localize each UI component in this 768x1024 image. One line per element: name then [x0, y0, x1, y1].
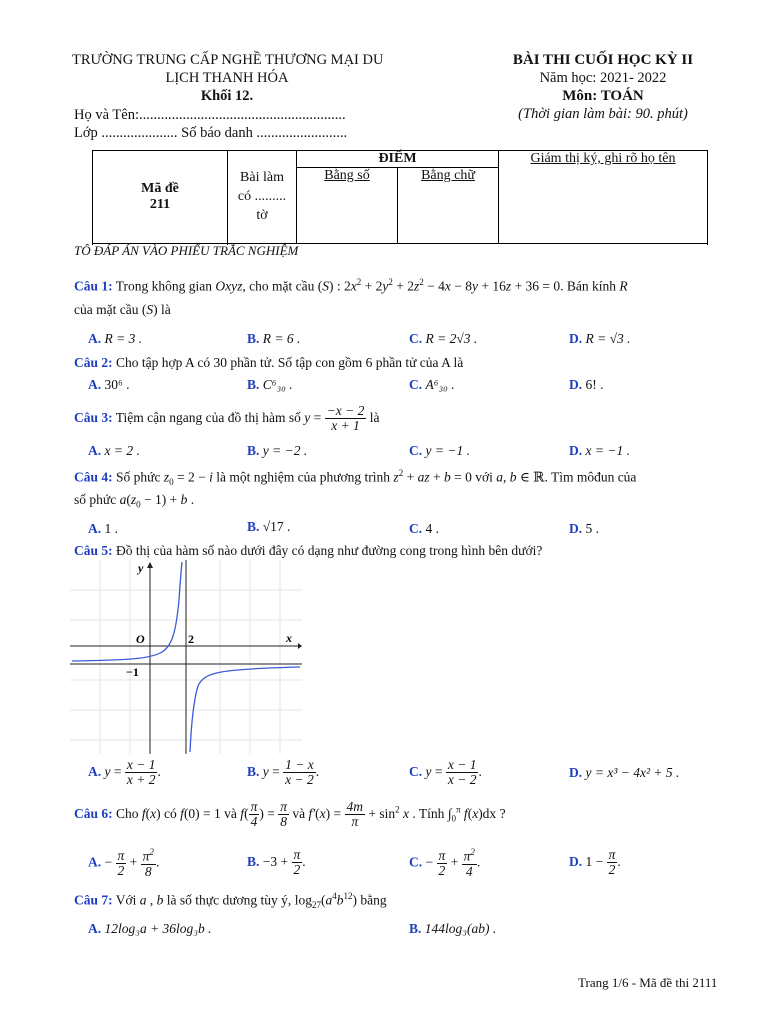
question-2-label: Câu 2: — [74, 355, 113, 370]
q7-option-a-text: 12log₃a + 36log₃b . — [104, 921, 212, 936]
student-name-line: Họ và Tên:......................................................... — [74, 107, 346, 123]
question-4-text-d: . Tìm môđun của — [544, 469, 637, 485]
school-year: Năm học: 2021- 2022 — [539, 70, 667, 86]
q4-option-a[interactable] — [88, 521, 118, 537]
question-3: Câu 3: Tiệm cận ngang của đồ thị hàm số y = $\frac{-x - 2}{x + 1}$ là — [74, 403, 380, 434]
question-4-text-b: là một nghiệm của phương trình — [216, 469, 391, 485]
graph-origin-label: O — [136, 632, 145, 646]
question-2-text: Cho tập hợp A có 30 phần tử. Số tập con gồm 6 phần tử của A là — [116, 355, 464, 370]
school-name-line1: TRƯỜNG TRUNG CẤP NGHỀ THƯƠNG MẠI DU — [72, 52, 384, 68]
class-line: Lớp ..................... Số báo danh ......................... — [74, 125, 348, 141]
q3-option-a[interactable] — [88, 443, 140, 459]
question-6-text-d: Tính — [418, 805, 445, 821]
question-6-text-a: Cho — [116, 805, 139, 821]
option-letter-a: A. — [88, 921, 102, 936]
question-4-text-e: số phức — [74, 492, 117, 507]
option-letter-a: A. — [88, 443, 102, 458]
pages-label-2: có ......... — [237, 188, 287, 204]
q4-option-b[interactable] — [247, 519, 290, 535]
q1-option-d-text: R = √3 . — [585, 331, 631, 346]
q4-option-d[interactable] — [569, 521, 599, 537]
q7-option-a[interactable] — [88, 921, 212, 937]
q4-option-a-text: 1 . — [104, 521, 118, 536]
question-4-label: Câu 4: — [74, 469, 113, 485]
question-7-text-b: là số thực dương tùy ý, — [166, 892, 292, 908]
q2-option-b[interactable] — [247, 377, 293, 393]
q1-option-a-text: R = 3 . — [104, 331, 143, 346]
q6-option-d[interactable]: D. 1 − $\frac{\pi}{2}$ . — [569, 847, 621, 878]
option-letter-c: C. — [409, 763, 423, 779]
q4-option-d-text: 5 . — [585, 521, 599, 536]
question-1-text-e: là — [160, 302, 171, 317]
question-6-text-b: có — [164, 805, 177, 821]
q3-option-d[interactable] — [569, 443, 630, 459]
q4-option-c[interactable] — [409, 521, 439, 537]
grade-label: Khối 12. — [200, 88, 254, 104]
exam-title: BÀI THI CUỐI HỌC KỲ II — [512, 52, 694, 68]
option-letter-c: C. — [409, 377, 423, 392]
option-letter-b: B. — [247, 377, 260, 392]
q6-option-b-text: −3 + — [262, 853, 289, 869]
option-letter-c: C. — [409, 331, 423, 346]
option-letter-c: C. — [409, 521, 423, 536]
question-6-text-c: và — [224, 805, 237, 821]
q6-option-a[interactable]: A. − $\frac{\pi}{2}$ + $\frac{\pi^2}{8}$ . — [88, 847, 160, 879]
q1-option-b-text: R = 6 . — [262, 331, 301, 346]
q2-option-d-text: 6! . — [585, 377, 604, 392]
option-letter-b: B. — [409, 921, 422, 936]
q3-option-d-text: x = −1 . — [585, 443, 630, 458]
question-7-text-a: Với — [115, 892, 137, 908]
option-letter-d: D. — [569, 853, 583, 869]
option-letter-b: B. — [247, 519, 260, 534]
question-6-text-c2: và — [292, 805, 306, 821]
question-7-label: Câu 7: — [74, 892, 113, 908]
question-5-label: Câu 5: — [74, 543, 113, 558]
q5-option-a[interactable]: A. y = $\frac{x - 1}{x + 2}$ . — [88, 757, 161, 788]
option-letter-c: C. — [409, 854, 423, 870]
q7-option-b-text: 144log₃(ab) . — [424, 921, 497, 936]
question-1: Câu 1: Trong không gian Oxyz, cho mặt cầu (S) : $2x^2 + 2y^2 + 2z^2 - 4x - 8y + 16z + 36 = 0$. Bán kính R — [74, 277, 628, 294]
score-by-words: Bằng chữ — [398, 168, 499, 244]
graph-y-label: y — [138, 561, 144, 575]
score-table — [92, 150, 708, 244]
q4-option-b-text: √17 . — [262, 519, 291, 534]
option-letter-a: A. — [88, 377, 102, 392]
question-3-label: Câu 3: — [74, 409, 113, 425]
option-letter-a: A. — [88, 331, 102, 346]
q6-option-b[interactable]: B. −3 + $\frac{\pi}{2}$ . — [247, 847, 306, 878]
q2-option-b-text: C⁶₃₀ . — [262, 377, 293, 392]
option-letter-a: A. — [88, 521, 102, 536]
q1-option-a[interactable] — [88, 331, 142, 347]
question-5 — [74, 543, 542, 559]
q3-option-a-text: x = 2 . — [104, 443, 140, 458]
option-letter-d: D. — [569, 377, 583, 392]
q3-option-b[interactable] — [247, 443, 307, 459]
question-4: Câu 4: Số phức $z_0 = 2 - i$ là một nghiệm của phương trình $z^2$ + az + b = 0 với a, b ∈ ℝ. Tìm môđun của — [74, 468, 637, 488]
option-letter-d: D. — [569, 765, 583, 780]
proctor-signature-label: Giám thị ký, ghi rõ họ tên — [499, 151, 708, 244]
score-by-number: Bằng số — [297, 168, 398, 244]
option-letter-b: B. — [247, 853, 260, 869]
option-letter-b: B. — [247, 763, 260, 779]
q2-option-a-text: 30⁶ . — [104, 377, 130, 392]
q5-option-c[interactable]: C. y = $\frac{x - 1}{x - 2}$ . — [409, 757, 482, 788]
q3-option-c-text: y = −1 . — [425, 443, 470, 458]
q5-option-d-text: y = x³ − 4x² + 5 . — [585, 765, 680, 780]
option-letter-d: D. — [569, 521, 583, 536]
exam-code-value: 211 — [149, 197, 171, 212]
question-4-text-c: với — [475, 469, 493, 485]
graph-x-mark: 2 — [188, 632, 194, 646]
option-letter-a: A. — [88, 854, 102, 870]
pages-label-1: Bài làm — [240, 170, 284, 185]
q5-graph — [70, 560, 302, 754]
question-2 — [74, 355, 463, 371]
question-6: Câu 6: Cho f(x) có f(0) = 1 và f( $\frac{\pi}{4}$ ) = $\frac{\pi}{8}$ và f′(x) = $\frac{4m}{\pi}$ + $\sin^2 x$ . Tính $\int_0^\pi$ f(x)dx ? — [74, 799, 506, 830]
graph-y-mark: −1 — [126, 665, 139, 679]
question-4-line2: số phức $a(z_0 - 1) + b$ . — [74, 492, 195, 510]
question-3-tail: là — [369, 409, 380, 425]
duration-label: (Thời gian làm bài: 90. phút) — [518, 106, 688, 122]
pages-label-3: tờ — [256, 207, 268, 223]
question-1-text-b: cho mặt cầu — [249, 278, 315, 294]
question-5-text: Đồ thị của hàm số nào dưới đây có dạng như đường cong trong hình bên dưới? — [116, 543, 543, 558]
question-7-tail: bằng — [360, 892, 387, 908]
q1-option-c[interactable] — [409, 331, 477, 347]
question-6-label: Câu 6: — [74, 805, 113, 821]
q5-option-b[interactable]: B. y = $\frac{1 - x}{x - 2}$ . — [247, 757, 320, 788]
q6-option-c[interactable]: C. − $\frac{\pi}{2}$ + $\frac{\pi^2}{4}$ . — [409, 847, 481, 879]
question-1-text-c: Bán kính — [566, 278, 617, 294]
q5-option-d[interactable] — [569, 765, 679, 781]
exam-code-label: Mã đề — [141, 181, 179, 196]
q2-option-d[interactable] — [569, 377, 604, 393]
question-4-text-a: Số phức — [116, 469, 161, 485]
option-letter-b: B. — [247, 331, 260, 346]
question-7: Câu 7: Với a , b là số thực dương tùy ý, $\log_{27}(a^4b^{12})$ bằng — [74, 891, 387, 911]
question-3-text: Tiệm cận ngang của đồ thị hàm số — [115, 409, 301, 425]
option-letter-c: C. — [409, 443, 423, 458]
q2-option-c[interactable] — [409, 377, 455, 393]
question-1-label: Câu 1: — [74, 278, 113, 294]
school-name-line2: LỊCH THANH HÓA — [165, 70, 289, 86]
option-letter-d: D. — [569, 331, 583, 346]
score-header: ĐIỂM — [297, 151, 499, 168]
q1-option-b[interactable] — [247, 331, 300, 347]
question-6-tail: ? — [499, 805, 506, 821]
option-letter-b: B. — [247, 443, 260, 458]
q1-option-c-text: R = 2√3 . — [425, 331, 478, 346]
instruction-text: TÔ ĐÁP ÁN VÀO PHIẾU TRẮC NGHIỆM — [74, 243, 299, 258]
question-1-text-d: của mặt cầu — [74, 302, 139, 317]
option-letter-a: A. — [88, 763, 102, 779]
page-footer: Trang 1/6 - Mã đề thi 2111 — [578, 975, 718, 990]
q4-option-c-text: 4 . — [425, 521, 439, 536]
q3-option-c[interactable] — [409, 443, 470, 459]
option-letter-d: D. — [569, 443, 583, 458]
q1-option-d[interactable] — [569, 331, 631, 347]
graph-x-label: x — [286, 631, 292, 645]
question-1-line2: của mặt cầu (S) là — [74, 302, 171, 317]
q2-option-c-text: A⁶₃₀ . — [425, 377, 455, 392]
q2-option-a[interactable] — [88, 377, 129, 393]
q7-option-b[interactable] — [409, 921, 496, 937]
subject-label: Môn: TOÁN — [562, 88, 644, 104]
question-1-text: Trong không gian — [115, 278, 213, 294]
q3-option-b-text: y = −2 . — [262, 443, 308, 458]
